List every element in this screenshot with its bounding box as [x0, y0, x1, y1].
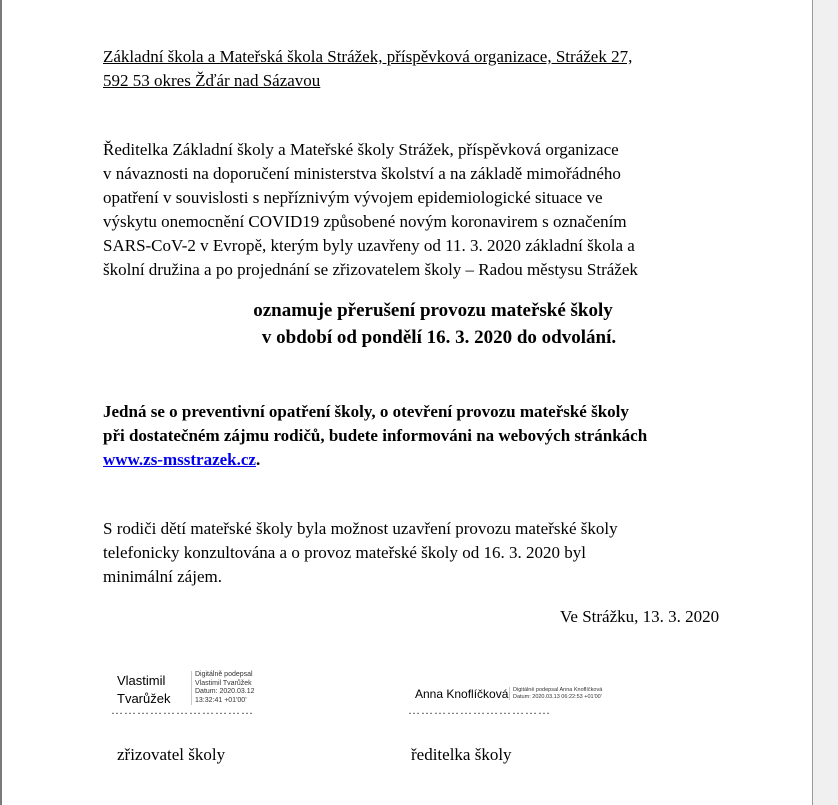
info-line: při dostatečném zájmu rodičů, budete informováni na webových stránkách [103, 426, 648, 445]
announcement [103, 297, 763, 351]
parents-paragraph [103, 517, 763, 589]
signature-line-founder: …………………………… [111, 703, 254, 717]
announcement-line: oznamuje přerušení provozu mateřské školy [253, 300, 613, 321]
intro-line: SARS-CoV-2 v Evropě, kterým byly uzavřeny od 11. 3. 2020 základní škola a [103, 236, 635, 255]
parents-line: minimální zájem. [103, 567, 222, 586]
header-line: 592 53 okres Žďár nad Sázavou [103, 71, 321, 90]
signature-name-line: Vlastimil [117, 673, 166, 688]
intro-line: Ředitelka Základní školy a Mateřské školy Strážek, příspěvková organizace [103, 140, 619, 159]
info-period: . [255, 450, 261, 469]
header-line: Základní škola a Mateřská škola Strážek, příspěvková organizace, Strážek 27, [103, 47, 633, 66]
info-paragraph [103, 400, 763, 472]
signature-founder-meta [191, 671, 255, 705]
viewer-background [813, 0, 838, 805]
signature-meta-line: Digitálně podepsal [195, 671, 253, 678]
info-link-line [103, 448, 763, 472]
parents-line: telefonicky konzultována a o provoz mateřské školy od 16. 3. 2020 byl [103, 543, 586, 562]
signature-line-director: …………………………… [408, 703, 551, 717]
signature-meta-line: Datum: 2020.03.12 [195, 688, 255, 695]
signature-name-line: Tvarůžek [117, 691, 171, 706]
intro-line: v návaznosti na doporučení ministerstva školství a na základě mimořádného [103, 164, 621, 183]
intro-paragraph [103, 138, 763, 282]
intro-line: opatření v souvislosti s nepříznivým vývojem epidemiologické situace ve [103, 188, 603, 207]
school-address-header [103, 45, 743, 93]
page-left-border [0, 0, 2, 805]
role-founder: zřizovatel školy [117, 745, 226, 764]
announcement-line: v období od pondělí 16. 3. 2020 do odvolání. [261, 327, 617, 348]
signature-director-name: Anna Knoflíčková [415, 687, 509, 701]
signature-meta-line: 13:32:41 +01'00' [195, 696, 247, 704]
place-date: Ve Strážku, 13. 3. 2020 [560, 607, 720, 626]
signature-meta-line: Vlastimil Tvarůžek [195, 679, 252, 687]
school-website-link[interactable]: www.zs-msstrazek.cz [103, 450, 256, 469]
role-director: ředitelka školy [411, 745, 512, 764]
signature-meta-line: Digitálně podepsal Anna Knoflíčková [513, 687, 603, 693]
signature-director-meta [509, 687, 602, 700]
info-line: Jedná se o preventivní opatření školy, o otevření provozu mateřské školy [103, 402, 629, 421]
signature-meta-line: Datum: 2020.03.13 06:22:53 +01'00' [513, 693, 602, 700]
intro-line: výskytu onemocnění COVID19 způsobené novým koronavirem s označením [103, 212, 627, 231]
parents-line: S rodiči dětí mateřské školy byla možnost uzavření provozu mateřské školy [103, 519, 618, 538]
intro-line: školní družina a po projednání se zřizovatelem školy – Radou městysu Strážek [103, 260, 638, 279]
